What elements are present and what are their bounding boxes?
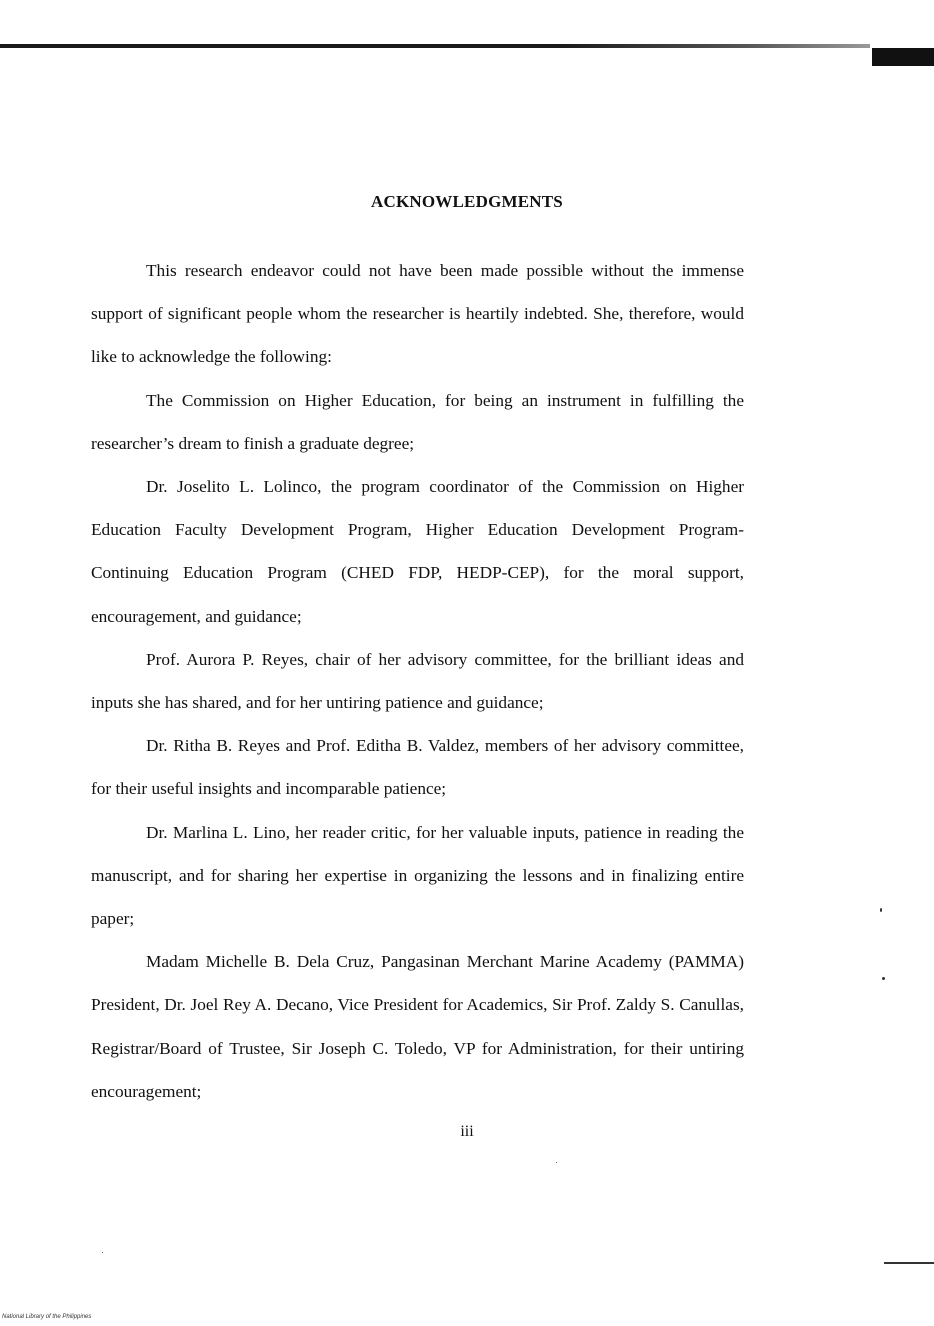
- bottom-scan-mark: [884, 1262, 934, 1264]
- paragraph-pamma: Madam Michelle B. Dela Cruz, Pangasinan Merchant Marine Academy (PAMMA) President, Dr. Joel Rey A. Decano, Vice President for Academics, Sir Prof. Zaldy S. Canullas, Registrar/Board of Trustee, Sir Joseph C. Toledo, VP for Administration, for their untiring encouragement;: [91, 952, 744, 1101]
- paragraph-intro: This research endeavor could not have been made possible without the immense support of significant people whom the researcher is heartily indebted. She, therefore, would like to acknowledge the following:: [91, 261, 744, 367]
- paragraph-ched: The Commission on Higher Education, for being an instrument in fulfilling the researcher’s dream to finish a graduate degree;: [91, 390, 744, 453]
- scan-footer-text: National Library of the Philippines: [2, 1314, 92, 1320]
- scan-speck: [556, 1162, 557, 1163]
- paragraph-lolinco: Dr. Joselito L. Lolinco, the program coordinator of the Commission on Higher Education Faculty Development Program, Higher Education Development Program-Continuing Education Program (CHED FDP, HEDP-CEP), for the moral support, encouragement, and guidance;: [91, 477, 744, 626]
- scan-speck: [880, 908, 882, 912]
- paragraph-aurora-reyes: Prof. Aurora P. Reyes, chair of her advisory committee, for the brilliant ideas and inputs she has shared, and for her untiring patience and guidance;: [91, 649, 744, 713]
- page-title: ACKNOWLEDGMENTS: [371, 192, 563, 211]
- corner-scan-block: [872, 48, 934, 66]
- paragraph-advisory-members: Dr. Ritha B. Reyes and Prof. Editha B. Valdez, members of her advisory committee, for their useful insights and incomparable patience;: [91, 736, 744, 799]
- scan-speck: [882, 977, 885, 980]
- acknowledgment-body: [91, 249, 744, 1113]
- page-number: iii: [460, 1123, 474, 1140]
- scan-speck: [102, 1252, 103, 1253]
- top-scan-rule-fade: [560, 44, 870, 48]
- paragraph-lino: Dr. Marlina L. Lino, her reader critic, for her valuable inputs, patience in reading the manuscript, and for sharing her expertise in organizing the lessons and in finalizing entire paper;: [91, 822, 744, 929]
